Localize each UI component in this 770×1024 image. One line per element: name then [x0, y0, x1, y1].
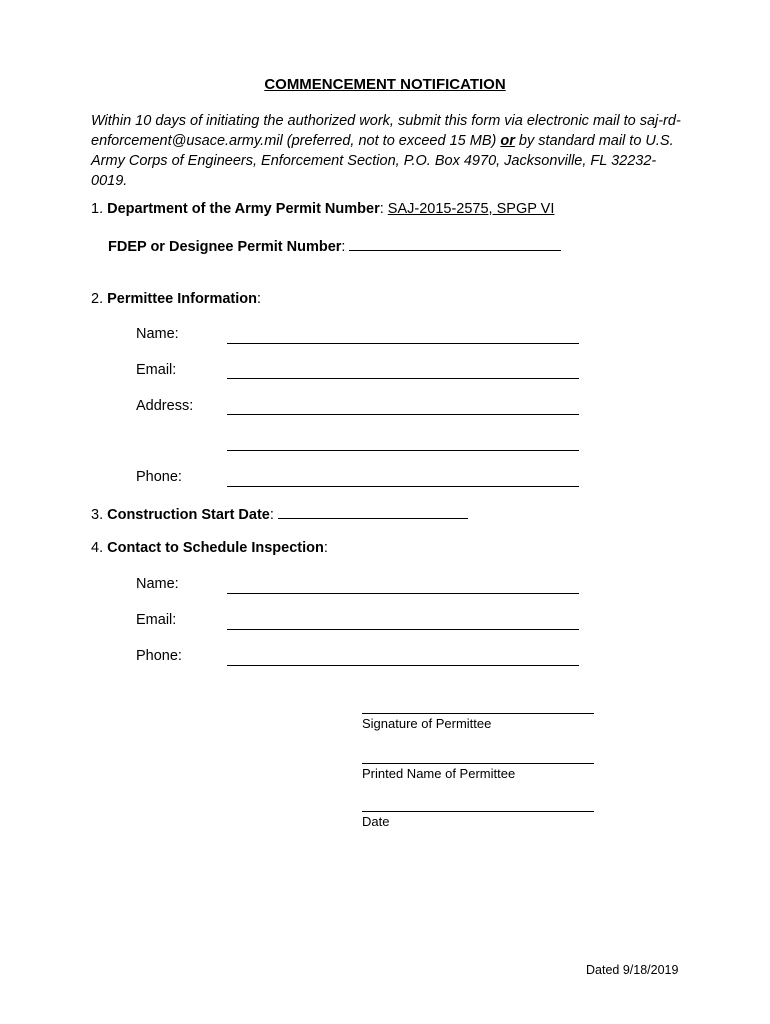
permittee-email-field[interactable] — [227, 378, 579, 379]
signature-field[interactable] — [362, 713, 594, 714]
permittee-phone-label: Phone: — [136, 469, 182, 485]
construction-start-field[interactable] — [278, 505, 468, 519]
section-2-number: 2. — [91, 291, 104, 307]
section-3-number: 3. — [91, 507, 104, 523]
section-1-number: 1. — [91, 201, 104, 217]
intro-text-part1: Within 10 days of initiating the authorized work, submit this form via electronic mail to saj-rd-enforcement@usace.army.mil (preferred, not to exceed 15 MB) — [91, 113, 681, 149]
inspection-contact-label: Contact to Schedule Inspection — [107, 540, 324, 556]
footer-dated: Dated 9/18/2019 — [586, 963, 679, 977]
printed-name-label: Printed Name of Permittee — [362, 766, 516, 781]
section-2: 2. Permittee Information: — [91, 291, 262, 307]
contact-email-field[interactable] — [227, 629, 579, 630]
page-title: COMMENCEMENT NOTIFICATION — [264, 76, 506, 93]
fdep-permit-field[interactable] — [349, 237, 561, 251]
section-4: 4. Contact to Schedule Inspection: — [91, 540, 328, 556]
permittee-address-field-2[interactable] — [227, 450, 579, 451]
fdep-permit-row: FDEP or Designee Permit Number: — [108, 237, 561, 255]
intro-paragraph — [91, 111, 681, 191]
section-4-number: 4. — [91, 540, 104, 556]
permittee-info-label: Permittee Information — [107, 291, 257, 307]
permittee-address-field-1[interactable] — [227, 414, 579, 415]
army-permit-value: SAJ-2015-2575, SPGP VI — [387, 201, 555, 217]
contact-name-field[interactable] — [227, 593, 579, 594]
fdep-permit-label: FDEP or Designee Permit Number — [108, 239, 342, 255]
intro-or: or — [500, 133, 515, 149]
date-label: Date — [362, 814, 390, 829]
construction-start-label: Construction Start Date — [107, 507, 270, 523]
contact-email-label: Email: — [136, 612, 177, 628]
section-3: 3. Construction Start Date: — [91, 505, 468, 523]
contact-phone-field[interactable] — [227, 665, 579, 666]
contact-name-label: Name: — [136, 576, 179, 592]
intro-text-part2: by standard mail to U.S. Army Corps of Engineers, Enforcement Section, P.O. Box 4970, Jacksonville, FL 32232-0019. — [91, 133, 674, 189]
army-permit-label: Department of the Army Permit Number — [107, 201, 380, 217]
contact-phone-label: Phone: — [136, 648, 182, 664]
permittee-name-label: Name: — [136, 326, 179, 342]
permittee-phone-field[interactable] — [227, 486, 579, 487]
date-field[interactable] — [362, 811, 594, 812]
signature-label: Signature of Permittee — [362, 716, 492, 731]
permittee-email-label: Email: — [136, 362, 177, 378]
permittee-name-field[interactable] — [227, 343, 579, 344]
printed-name-field[interactable] — [362, 763, 594, 764]
section-1: 1. Department of the Army Permit Number: SAJ-2015-2575, SPGP VI — [91, 201, 555, 217]
permittee-address-label: Address: — [136, 398, 194, 414]
